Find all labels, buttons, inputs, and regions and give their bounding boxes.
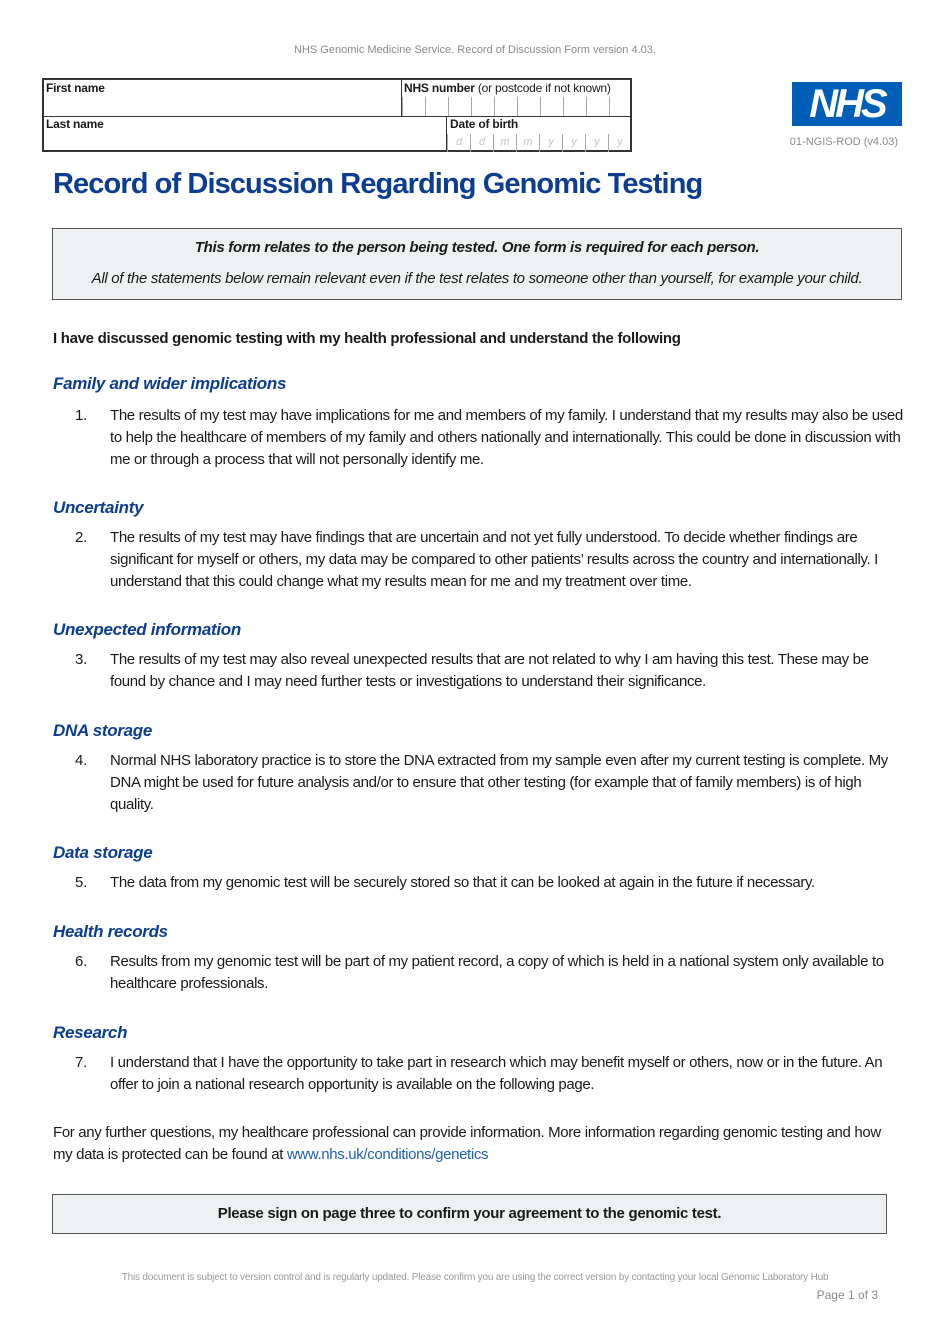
nhs-number-label <box>404 81 611 95</box>
nhs-number-label-text: NHS number <box>404 81 475 95</box>
first-name-field[interactable] <box>46 96 400 116</box>
item-number: 5. <box>75 874 88 891</box>
nhs-number-hint: (or postcode if not known) <box>477 81 611 95</box>
section-heading-family: Family and wider implications <box>53 374 287 393</box>
nhs-digit-box[interactable] <box>425 97 448 116</box>
item-number: 1. <box>75 407 88 424</box>
item-text-dna-storage: Normal NHS laboratory practice is to store the DNA extracted from my sample even after my current testing is complete. My DNA might be used for future analysis and/or to ensure that other testing (for example that of family members) is of high quality. <box>110 752 888 813</box>
item-text-family: The results of my test may have implications for me and members of my family. I understand that my results may also be used to help the healthcare of members of my family and others nationally and internationally. This could be done in discussion with me or through a process that will not personally identify me. <box>110 407 903 468</box>
nhs-logo-text: NHS <box>809 82 885 126</box>
nhs-digit-box[interactable] <box>402 97 425 116</box>
intro-statement: I have discussed genomic testing with my health professional and understand the following <box>53 330 681 347</box>
item-text-health-records: Results from my genomic test will be part of my patient record, a copy of which is held in a national system only available to healthcare professionals. <box>110 953 884 992</box>
item-text-uncertainty: The results of my test may have findings that are uncertain and not yet fully understood. To decide whether findings are significant for myself or others, my data may be compared to other patients’ results across the country and internationally. I understand that this could change what my results mean for me and my treatment over time. <box>110 529 878 590</box>
nhs-number-boxes[interactable] <box>402 97 632 116</box>
dob-month-box[interactable]: m <box>493 134 516 152</box>
genetics-link[interactable]: www.nhs.uk/conditions/genetics <box>286 1146 489 1163</box>
version-note: NHS Genomic Medicine Service. Record of Discussion Form version 4.03. <box>294 44 656 56</box>
patient-details-table <box>42 78 632 152</box>
nhs-digit-box[interactable] <box>609 97 632 116</box>
dob-year-box[interactable]: y <box>608 134 631 152</box>
section-heading-unexpected: Unexpected information <box>53 620 241 639</box>
nhs-digit-box[interactable] <box>517 97 540 116</box>
nhs-digit-box[interactable] <box>494 97 517 116</box>
dob-day-box[interactable]: d <box>470 134 493 152</box>
last-name-field[interactable] <box>46 132 445 152</box>
section-heading-data-storage: Data storage <box>53 843 153 862</box>
nhs-logo <box>792 82 902 126</box>
section-heading-uncertainty: Uncertainty <box>53 498 144 517</box>
item-number: 2. <box>75 529 88 546</box>
nhs-digit-box[interactable] <box>586 97 609 116</box>
dob-year-box[interactable]: y <box>539 134 562 152</box>
closing-text: For any further questions, my healthcare professional can provide information. More information regarding genomic testing and how my data is protected can be found at <box>53 1124 881 1163</box>
first-name-label: First name <box>46 81 105 95</box>
notice-line-2: All of the statements below remain relevant even if the test relates to someone other than yourself, for example your child. <box>91 270 863 287</box>
dob-year-box[interactable]: y <box>562 134 585 152</box>
item-number: 4. <box>75 752 88 769</box>
section-heading-health-records: Health records <box>53 922 168 941</box>
form-code: 01-NGIS-ROD (v4.03) <box>789 136 898 148</box>
table-divider <box>44 116 630 117</box>
nhs-digit-box[interactable] <box>563 97 586 116</box>
section-heading-dna-storage: DNA storage <box>53 721 153 740</box>
dob-month-box[interactable]: m <box>516 134 539 152</box>
dob-boxes[interactable] <box>447 134 631 152</box>
last-name-label: Last name <box>46 117 104 131</box>
closing-paragraph <box>53 1122 903 1166</box>
section-heading-research: Research <box>53 1023 128 1042</box>
dob-label: Date of birth <box>450 117 519 131</box>
nhs-digit-box[interactable] <box>448 97 471 116</box>
footer-disclaimer: This document is subject to version control and is regularly updated. Please confirm you are using the correct version by contacting your local Genomic Laboratory Hub <box>121 1272 829 1283</box>
item-number: 6. <box>75 953 88 970</box>
page-title: Record of Discussion Regarding Genomic Testing <box>53 168 703 200</box>
notice-box <box>52 228 902 300</box>
dob-day-box[interactable]: d <box>447 134 470 152</box>
item-text-unexpected: The results of my test may also reveal unexpected results that are not related to why I am having this test. These may be found by chance and I may need further tests or investigations to understand their significance. <box>110 651 869 690</box>
item-text-data-storage: The data from my genomic test will be securely stored so that it can be looked at again in the future if necessary. <box>110 874 815 891</box>
item-text-research: I understand that I have the opportunity to take part in research which may benefit myself or others, now or in the future. An offer to join a national research opportunity is available on the following page. <box>110 1054 883 1093</box>
item-number: 7. <box>75 1054 88 1071</box>
dob-year-box[interactable]: y <box>585 134 608 152</box>
sign-notice-box: Please sign on page three to confirm your agreement to the genomic test. <box>52 1194 887 1234</box>
notice-line-1: This form relates to the person being tested. One form is required for each person. <box>194 239 760 256</box>
item-number: 3. <box>75 651 88 668</box>
nhs-digit-box[interactable] <box>471 97 494 116</box>
nhs-digit-box[interactable] <box>540 97 563 116</box>
page-number: Page 1 of 3 <box>816 1288 878 1302</box>
